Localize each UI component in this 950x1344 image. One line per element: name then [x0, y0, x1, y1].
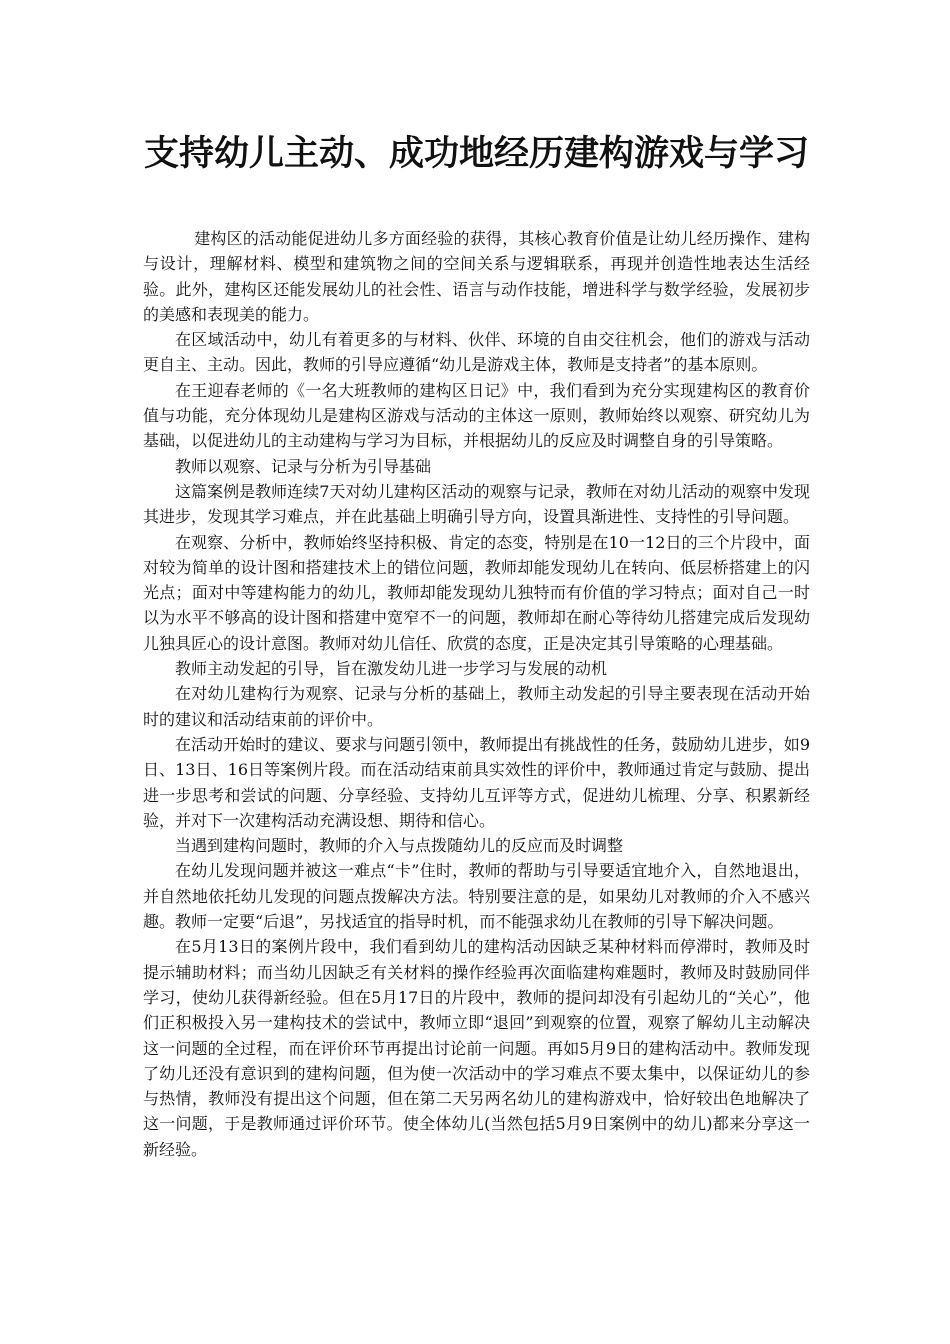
paragraph-intro: 建构区的活动能促进幼儿多方面经验的获得，其核心教育价值是让幼儿经历操作、建构与设计，理解材料、模型和建筑物之间的空间关系与逻辑联系，再现并创造性地表达生活经验。此外，建构区还能发展幼儿的社会性、语言与动作技能，增进科学与数学经验，发展初步的美感和表现美的能力。: [143, 229, 810, 324]
paragraph-observation-record: 这篇案例是教师连续7天对幼儿建构区活动的观察与记录，教师在对幼儿活动的观察中发现其进步，发现其学习难点，并在此基础上明确引导方向，设置具渐进性、支持性的引导问题。: [143, 481, 810, 527]
paragraph-case-overview: 在王迎春老师的《一名大班教师的建构区日记》中，我们看到为充分实现建构区的教育价值与功能，充分体现幼儿是建构区游戏与活动的主体这一原则，教师始终以观察、研究幼儿为基础，以促进幼儿的主动建构与学习为目标，并根据幼儿的反应及时调整自身的引导策略。: [143, 380, 810, 451]
paragraph-start-and-evaluation: 在活动开始时的建议、要求与问题引领中，教师提出有挑战性的任务，鼓励幼儿进步，如9日、13日、16日等案例片段。而在活动结束前具实效性的评价中，教师通过肯定与鼓励、提出进一步思考和尝试的问题、分享经验、支持幼儿互评等方式，促进幼儿梳理、分享、积累新经验，并对下一次建构活动充满设想、期待和信心。: [143, 734, 810, 830]
section-heading-initiated-guidance: 教师主动发起的引导，旨在激发幼儿进一步学习与发展的动机: [175, 659, 608, 679]
section-heading-intervention: 当遇到建构问题时，教师的介入与点拨随幼儿的反应而及时调整: [175, 836, 624, 856]
paragraph-guidance-basis: 在对幼儿建构行为观察、记录与分析的基础上，教师主动发起的引导主要表现在活动开始时的建议和活动结束前的评价中。: [143, 684, 810, 729]
paragraph-area-activity: 在区域活动中，幼儿有着更多的与材料、伙伴、环境的自由交往机会，他们的游戏与活动更自主、主动。因此，教师的引导应遵循“幼儿是游戏主体，教师是支持者”的基本原则。: [143, 330, 810, 375]
paragraph-positive-attitude: 在观察、分析中，教师始终坚持积极、肯定的态变，特别是在10一12日的三个片段中，面对较为简单的设计图和搭建技术上的错位问题，教师却能发现幼儿在转向、低层桥搭建上的闪光点；面对中等建构能力的幼儿，教师却能发现幼儿独特而有价值的学习特点；面对自己一时以为水平不够高的设计图和搭建中宽窄不一的问题，教师却在耐心等待幼儿搭建完成后发现幼儿独具匠心的设计意图。教师对幼儿信任、欣赏的态度，正是决定其引导策略的心理基础。: [143, 532, 810, 653]
paragraph-case-examples: 在5月13日的案例片段中，我们看到幼儿的建构活动因缺乏某种材料而停滞时，教师及时提示辅助材料；而当幼儿因缺乏有关材料的操作经验再次面临建构难题时，教师及时鼓励同伴学习，使幼儿获得新经验。但在5月17日的片段中，教师的提问却没有引起幼儿的“关心”，他们正积极投入另一建构技术的尝试中，教师立即“退回”到观察的位置，观察了解幼儿主动解决这一问题的全过程，而在评价环节再提出讨论前一问题。再如5月9日的建构活动中。教师发现了幼儿还没有意识到的建构问题，但为使一次活动中的学习难点不要太集中，以保证幼儿的参与热情，教师没有提出这个问题，但在第二天另两名幼儿的建构游戏中，恰好较出色地解决了这一问题，于是教师通过评价环节。使全体幼儿(当然包括5月9日案例中的幼儿)都来分享这一新经验。: [143, 937, 810, 1159]
document-body: [143, 226, 810, 1162]
section-heading-observation: 教师以观察、记录与分析为引导基础: [175, 456, 432, 476]
document-title: 支持幼儿主动、成功地经历建构游戏与学习: [143, 133, 809, 174]
paragraph-intervention-timing: 在幼儿发现问题并被这一难点“卡”住时，教师的帮助与引导要适宜地介入，自然地退出，并自然地依托幼儿发现的问题点拨解决方法。特别要注意的是，如果幼儿对教师的介入不感兴趣。教师一定要“后退”，另找适宜的指导时机，而不能强求幼儿在教师的引导下解决问题。: [143, 861, 810, 932]
